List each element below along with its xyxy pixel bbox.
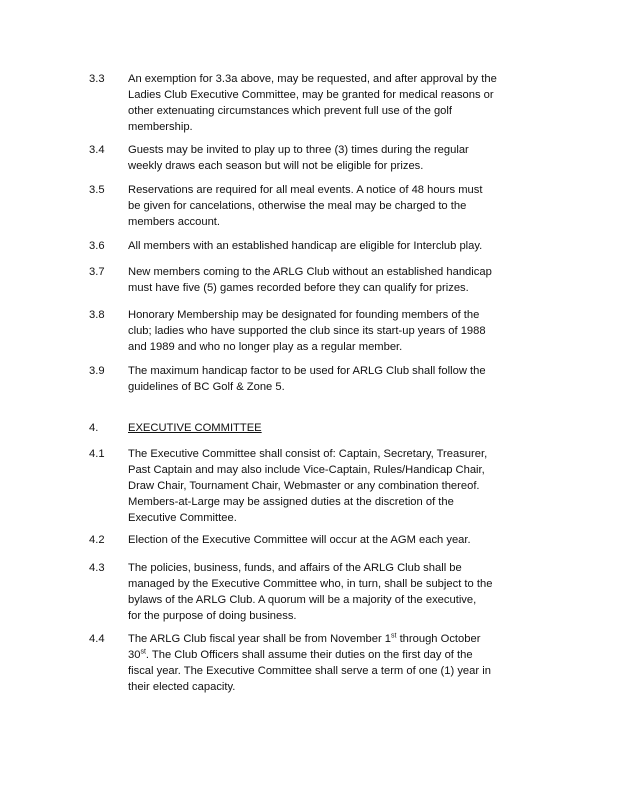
clause-number: 4.2 xyxy=(89,534,105,546)
clause-line: All members with an established handicap are eligible for Interclub play. xyxy=(128,240,483,252)
clause-3-4 xyxy=(89,142,529,174)
clause-4-2 xyxy=(89,532,529,548)
clause-line: must have five (5) games recorded before they can qualify for prizes. xyxy=(128,282,469,294)
clause-text xyxy=(128,71,526,135)
text-run: through October xyxy=(396,633,481,645)
clause-number: 3.3 xyxy=(89,73,105,85)
clause-line: their elected capacity. xyxy=(128,681,236,693)
clause-line xyxy=(128,631,526,647)
text-run: The ARLG Club fiscal year shall be from November 1 xyxy=(128,633,392,645)
clause-line: The maximum handicap factor to be used for ARLG Club shall follow the xyxy=(128,365,486,377)
clause-3-3 xyxy=(89,71,529,135)
clause-line: membership. xyxy=(128,121,193,133)
clause-text xyxy=(128,182,526,230)
clause-4-1 xyxy=(89,446,529,526)
clause-text xyxy=(128,238,526,254)
clause-3-7 xyxy=(89,264,529,296)
clause-number: 4.1 xyxy=(89,448,105,460)
clause-text xyxy=(128,264,526,296)
clause-number: 3.6 xyxy=(89,240,105,252)
section-number: 4. xyxy=(89,422,99,434)
text-run: . The Club Officers shall assume their duties on the first day of the xyxy=(145,649,473,661)
clause-number: 3.4 xyxy=(89,144,105,156)
clause-4-4 xyxy=(89,631,529,695)
section-title: EXECUTIVE COMMITTEE xyxy=(128,422,262,434)
text-run: 30 xyxy=(128,649,141,661)
clause-line: members account. xyxy=(128,216,221,228)
clause-line: club; ladies who have supported the club since its start-up years of 1988 xyxy=(128,325,486,337)
clause-3-8 xyxy=(89,307,529,355)
clause-line: weekly draws each season but will not be eligible for prizes. xyxy=(128,160,424,172)
section-4-heading xyxy=(89,420,529,436)
clause-text xyxy=(128,446,526,526)
clause-line: Reservations are required for all meal events. A notice of 48 hours must xyxy=(128,184,483,196)
clause-line: Executive Committee. xyxy=(128,512,237,524)
clause-text xyxy=(128,631,526,695)
clause-number: 3.7 xyxy=(89,266,105,278)
clause-line: guidelines of BC Golf & Zone 5. xyxy=(128,381,285,393)
clause-line: Ladies Club Executive Committee, may be granted for medical reasons or xyxy=(128,89,494,101)
clause-line: managed by the Executive Committee who, in turn, shall be subject to the xyxy=(128,578,493,590)
clause-3-5 xyxy=(89,182,529,230)
clause-line: The policies, business, funds, and affairs of the ARLG Club shall be xyxy=(128,562,462,574)
clause-line: fiscal year. The Executive Committee shall serve a term of one (1) year in xyxy=(128,665,491,677)
clause-line: An exemption for 3.3a above, may be requested, and after approval by the xyxy=(128,73,497,85)
clause-line: The Executive Committee shall consist of: Captain, Secretary, Treasurer, xyxy=(128,448,488,460)
clause-line: other extenuating circumstances which prevent full use of the golf xyxy=(128,105,452,117)
clause-line: Honorary Membership may be designated for founding members of the xyxy=(128,309,480,321)
superscript: st xyxy=(391,632,397,640)
clause-line: and 1989 and who no longer play as a regular member. xyxy=(128,341,403,353)
clause-text xyxy=(128,307,526,355)
superscript: st xyxy=(140,648,146,656)
clause-3-9 xyxy=(89,363,529,395)
clause-number: 4.3 xyxy=(89,562,105,574)
clause-text xyxy=(128,532,526,548)
clause-number: 3.8 xyxy=(89,309,105,321)
clause-line: bylaws of the ARLG Club. A quorum will be a majority of the executive, xyxy=(128,594,477,606)
clause-number: 3.9 xyxy=(89,365,105,377)
clause-line: be given for cancelations, otherwise the meal may be charged to the xyxy=(128,200,467,212)
clause-text xyxy=(128,560,526,624)
clause-line xyxy=(128,647,526,663)
clause-number: 4.4 xyxy=(89,633,105,645)
clause-text xyxy=(128,363,526,395)
clause-line: for the purpose of doing business. xyxy=(128,610,297,622)
clause-number: 3.5 xyxy=(89,184,105,196)
clause-line: Past Captain and may also include Vice-Captain, Rules/Handicap Chair, xyxy=(128,464,485,476)
clause-4-3 xyxy=(89,560,529,624)
clause-line: Guests may be invited to play up to three (3) times during the regular xyxy=(128,144,469,156)
clause-3-6 xyxy=(89,238,529,254)
clause-line: New members coming to the ARLG Club without an established handicap xyxy=(128,266,492,278)
clause-line: Election of the Executive Committee will occur at the AGM each year. xyxy=(128,534,471,546)
clause-line: Draw Chair, Tournament Chair, Webmaster or any combination thereof. xyxy=(128,480,480,492)
clause-text xyxy=(128,142,526,174)
clause-line: Members-at-Large may be assigned duties at the discretion of the xyxy=(128,496,454,508)
